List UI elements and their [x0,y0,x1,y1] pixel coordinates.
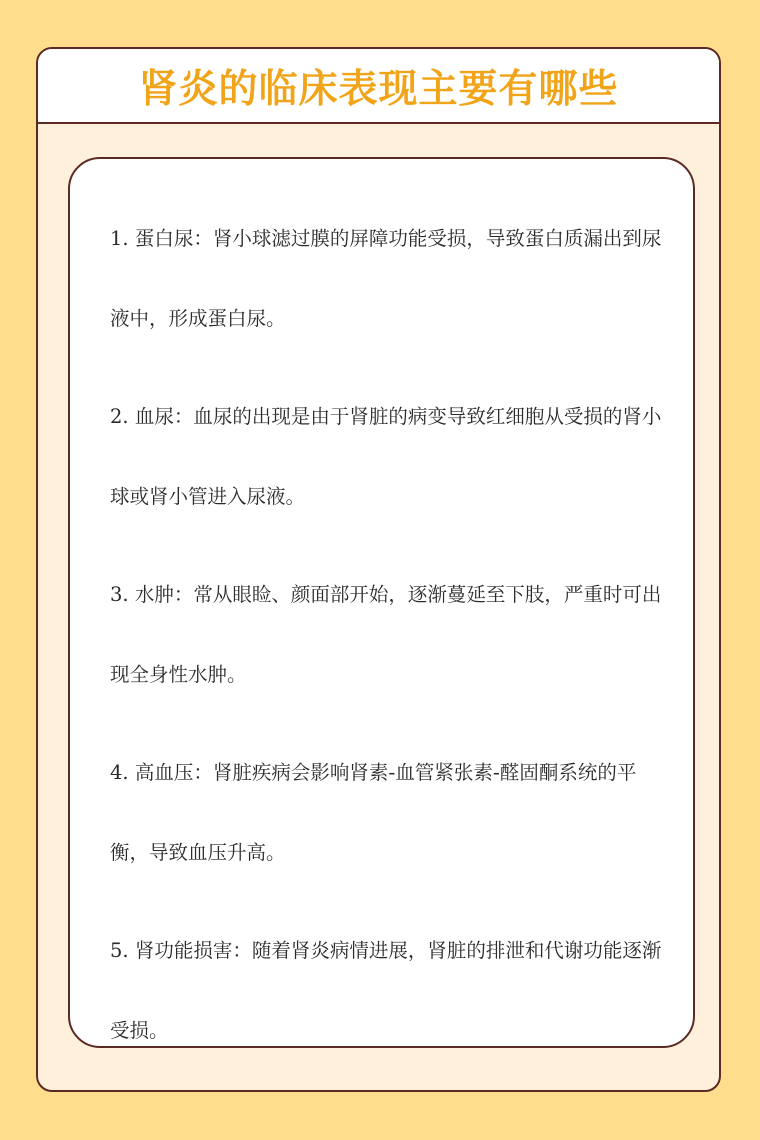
item-number: 4. [110,761,129,784]
content-card [68,157,695,1048]
item-number: 1. [110,227,129,250]
title-bar [38,49,719,124]
list-item [110,199,670,359]
item-number: 2. [110,405,129,428]
list-item [110,911,670,1071]
list-item [110,733,670,893]
list-item [110,377,670,537]
item-text: 高血压：肾脏疾病会影响肾素-血管紧张素-醛固酮系统的平衡，导致血压升高。 [110,761,637,864]
list-item [110,555,670,715]
item-number: 3. [110,583,129,606]
outer-card [36,47,721,1092]
item-text: 血尿：血尿的出现是由于肾脏的病变导致红细胞从受损的肾小球或肾小管进入尿液。 [110,405,662,508]
item-number: 5. [110,939,129,962]
page-title: 肾炎的临床表现主要有哪些 [138,66,619,112]
item-text: 蛋白尿：肾小球滤过膜的屏障功能受损，导致蛋白质漏出到尿液中，形成蛋白尿。 [110,227,662,330]
symptom-list [110,199,670,1089]
item-text: 肾功能损害：随着肾炎病情进展，肾脏的排泄和代谢功能逐渐受损。 [110,939,662,1042]
item-text: 水肿：常从眼睑、颜面部开始，逐渐蔓延至下肢，严重时可出现全身性水肿。 [110,583,662,686]
